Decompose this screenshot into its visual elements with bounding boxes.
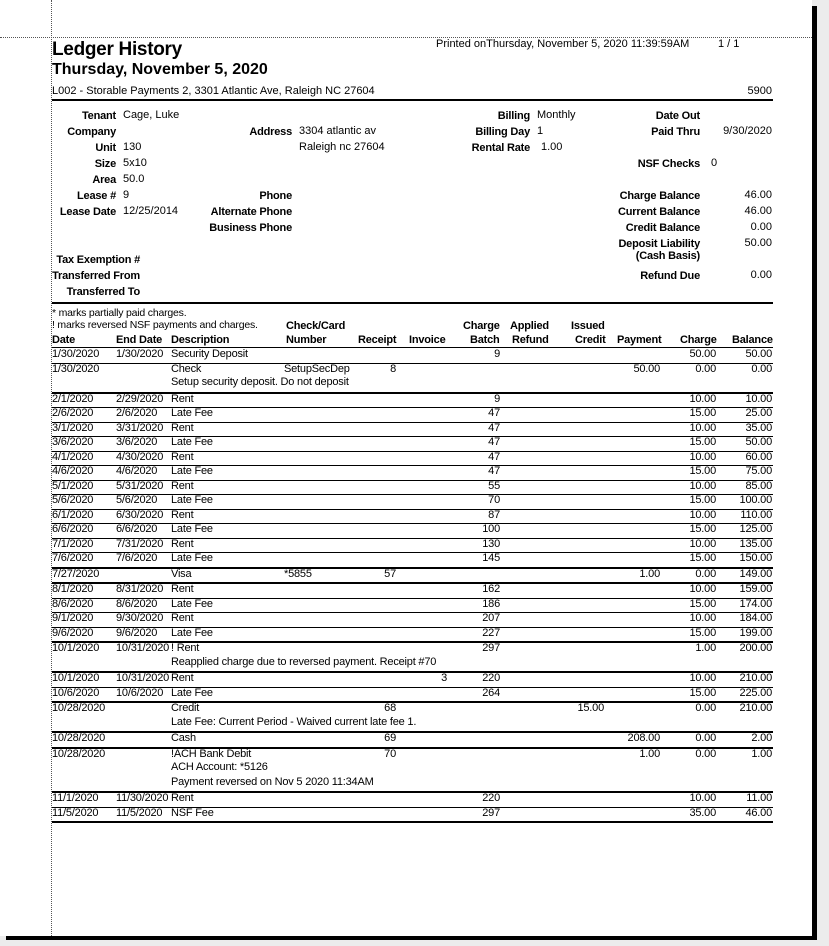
cell-charge: 10.00 <box>689 672 716 684</box>
cell-batch: 297 <box>482 806 500 819</box>
cell-description: Rent <box>171 537 194 550</box>
cell-receipt: 70 <box>384 747 396 760</box>
cell-batch: 70 <box>488 494 500 506</box>
cell-description: !ACH Bank Debit <box>171 747 252 760</box>
cell-balance: 135.00 <box>739 537 772 550</box>
cell-charge: 10.00 <box>689 479 716 492</box>
cell-note: Setup security deposit. Do not deposit <box>171 376 349 388</box>
cell-batch: 220 <box>482 672 500 684</box>
col-description: Description <box>171 334 230 346</box>
page-number: 1 / 1 <box>718 38 740 50</box>
cell-date: 3/1/2020 <box>52 421 94 434</box>
cell-payment: 50.00 <box>633 362 660 375</box>
col-date: Date <box>52 334 76 346</box>
cell-payment: 208.00 <box>627 732 660 744</box>
cell-date: 10/1/2020 <box>52 672 100 684</box>
cell-date: 7/27/2020 <box>52 567 100 580</box>
col-end-date: End Date <box>116 334 163 346</box>
cell-note: ACH Account: *5126 <box>171 761 268 773</box>
nsf-checks-label: NSF Checks <box>637 158 700 170</box>
cell-date: 5/1/2020 <box>52 479 94 492</box>
cell-date: 4/1/2020 <box>52 450 94 463</box>
cell-description: Check <box>171 362 202 375</box>
cell-description: Security Deposit <box>171 348 248 360</box>
cell-balance: 174.00 <box>739 597 772 610</box>
row-divider <box>52 821 773 823</box>
cell-end-date: 11/30/2020 <box>116 792 169 804</box>
note-reversed: ! marks reversed NSF payments and charges. <box>52 319 258 331</box>
credit-balance-label: Credit Balance <box>625 222 700 234</box>
size-value: 5x10 <box>123 157 147 169</box>
cell-date: 11/5/2020 <box>52 806 99 819</box>
cell-batch: 220 <box>482 792 500 804</box>
col-applied-top: Applied <box>510 320 549 332</box>
col-issued-top: Issued <box>571 320 605 332</box>
cell-date: 7/6/2020 <box>52 552 94 564</box>
cell-description: Rent <box>171 392 194 405</box>
report-title: Ledger History <box>52 39 182 60</box>
cell-description: Rent <box>171 508 194 521</box>
transferred-from-label: Transferred From <box>52 270 140 282</box>
cell-balance: 200.00 <box>739 642 772 654</box>
cell-description: Late Fee <box>171 686 213 699</box>
cell-charge: 0.00 <box>695 567 716 580</box>
cell-date: 1/30/2020 <box>52 348 100 360</box>
cell-batch: 9 <box>494 392 500 405</box>
address-label: Address <box>249 126 292 138</box>
cell-description: Late Fee <box>171 494 213 506</box>
cell-charge: 10.00 <box>689 421 716 434</box>
info-divider <box>52 302 773 304</box>
charge-balance-value: 46.00 <box>744 189 772 201</box>
location-code: 5900 <box>747 85 772 97</box>
cell-balance: 11.00 <box>746 792 772 804</box>
paid-thru-label: Paid Thru <box>651 126 700 138</box>
cell-balance: 210.00 <box>739 702 772 714</box>
cell-charge: 15.00 <box>689 436 716 448</box>
address-line-2: Raleigh nc 27604 <box>299 141 385 153</box>
cell-description: Credit <box>171 702 200 714</box>
cell-batch: 207 <box>482 612 500 624</box>
cell-end-date: 6/6/2020 <box>116 523 158 535</box>
cell-date: 1/30/2020 <box>52 362 100 375</box>
cell-date: 8/1/2020 <box>52 583 94 595</box>
cell-date: 11/1/2020 <box>52 792 99 804</box>
col-receipt: Receipt <box>358 334 397 346</box>
area-value: 50.0 <box>123 173 145 185</box>
cell-charge: 10.00 <box>689 537 716 550</box>
transferred-to-label: Transferred To <box>66 286 140 298</box>
cell-charge: 0.00 <box>695 362 716 375</box>
cell-balance: 25.00 <box>745 407 772 419</box>
cell-description: Rent <box>171 421 194 434</box>
credit-balance-value: 0.00 <box>750 221 772 233</box>
cell-description: Rent <box>171 612 194 624</box>
col-charge-top: Charge <box>463 320 500 332</box>
cell-description: Rent <box>171 792 194 804</box>
area-label: Area <box>92 174 116 186</box>
cell-charge: 15.00 <box>689 407 716 419</box>
deposit-liability-value: 50.00 <box>744 237 772 249</box>
cell-charge: 15.00 <box>689 494 716 506</box>
cell-number: SetupSecDep <box>284 362 350 375</box>
cell-charge: 0.00 <box>695 732 716 744</box>
cell-note: Payment reversed on Nov 5 2020 11:34AM <box>171 775 374 788</box>
cell-balance: 184.00 <box>739 612 772 624</box>
cell-charge: 15.00 <box>689 686 716 699</box>
rental-rate-label: Rental Rate <box>471 142 530 154</box>
cell-charge: 15.00 <box>689 465 716 477</box>
cell-charge: 10.00 <box>689 612 716 624</box>
page-shadow-bottom <box>6 936 817 940</box>
lease-label: Lease # <box>77 190 116 202</box>
cell-description: Late Fee <box>171 523 213 535</box>
cell-end-date: 10/31/2020 <box>116 642 170 654</box>
cell-balance: 0.00 <box>751 362 772 375</box>
cell-date: 5/6/2020 <box>52 494 94 506</box>
cell-description: Late Fee <box>171 597 213 610</box>
cell-receipt: 69 <box>384 732 396 744</box>
cell-date: 4/6/2020 <box>52 465 94 477</box>
tenant-name: Cage, Luke <box>123 109 180 121</box>
tax-exemption-label: Tax Exemption # <box>56 254 140 266</box>
lease-value: 9 <box>123 189 130 201</box>
charge-balance-label: Charge Balance <box>619 190 700 202</box>
cell-date: 2/1/2020 <box>52 392 94 405</box>
note-partial: * marks partially paid charges. <box>52 307 187 319</box>
cell-description: Late Fee <box>171 552 213 564</box>
cell-description: Late Fee <box>171 626 213 639</box>
cell-description: Visa <box>171 567 192 580</box>
cell-batch: 100 <box>482 523 500 535</box>
cell-date: 2/6/2020 <box>52 407 94 419</box>
cell-batch: 227 <box>482 626 500 639</box>
col-payment: Payment <box>617 334 662 346</box>
cell-charge: 10.00 <box>689 392 716 405</box>
company-label: Company <box>67 126 116 138</box>
cell-end-date: 3/31/2020 <box>116 421 164 434</box>
cell-description: Late Fee <box>171 465 213 477</box>
report-date: Thursday, November 5, 2020 <box>52 61 268 78</box>
cell-balance: 75.00 <box>745 465 772 477</box>
col-check-card-top: Check/Card <box>286 320 346 332</box>
cell-number: *5855 <box>284 567 312 580</box>
printed-timestamp: Printed onThursday, November 5, 2020 11:39:59AM <box>436 38 690 50</box>
cell-balance: 149.00 <box>739 567 772 580</box>
cell-end-date: 3/6/2020 <box>116 436 158 448</box>
cell-batch: 87 <box>488 508 500 521</box>
cell-batch: 47 <box>488 407 500 419</box>
cell-batch: 162 <box>482 583 500 595</box>
cell-charge: 15.00 <box>689 626 716 639</box>
cell-balance: 85.00 <box>745 479 772 492</box>
nsf-checks-value: 0 <box>711 157 718 169</box>
alternate-phone-label: Alternate Phone <box>210 206 292 218</box>
cell-balance: 50.00 <box>745 436 772 448</box>
cell-end-date: 10/31/2020 <box>116 672 170 684</box>
cell-balance: 2.00 <box>751 732 772 744</box>
cell-end-date: 1/30/2020 <box>116 348 164 360</box>
cell-batch: 47 <box>488 421 500 434</box>
col-balance: Balance <box>732 334 773 346</box>
cell-batch: 297 <box>482 642 500 654</box>
cell-receipt: 68 <box>384 702 396 714</box>
cell-payment: 1.00 <box>639 567 660 580</box>
cell-charge: 10.00 <box>689 583 716 595</box>
cell-description: NSF Fee <box>171 806 214 819</box>
cell-balance: 60.00 <box>745 450 772 463</box>
current-balance-label: Current Balance <box>618 206 700 218</box>
cell-description: Rent <box>171 672 194 684</box>
cell-charge: 50.00 <box>689 348 716 360</box>
col-invoice: Invoice <box>409 334 446 346</box>
cell-description: Rent <box>171 479 194 492</box>
cell-description: Late Fee <box>171 436 213 448</box>
cell-batch: 9 <box>494 348 500 360</box>
tenant-label: Tenant <box>81 110 116 122</box>
cell-end-date: 4/30/2020 <box>116 450 164 463</box>
cell-charge: 35.00 <box>689 806 716 819</box>
cell-description: Rent <box>171 450 194 463</box>
col-charge: Charge <box>680 334 717 346</box>
col-batch: Batch <box>470 334 500 346</box>
cell-date: 9/1/2020 <box>52 612 94 624</box>
location-line: L002 - Storable Payments 2, 3301 Atlantic Ave, Raleigh NC 27604 <box>52 85 375 97</box>
cell-balance: 199.00 <box>739 626 772 639</box>
cell-end-date: 9/30/2020 <box>116 612 164 624</box>
cell-end-date: 11/5/2020 <box>116 806 163 819</box>
cell-description: Rent <box>171 583 194 595</box>
cell-end-date: 9/6/2020 <box>116 626 158 639</box>
unit-value: 130 <box>123 141 142 153</box>
cell-date: 6/1/2020 <box>52 508 94 521</box>
cell-note: Late Fee: Current Period - Waived current late fee 1. <box>171 715 417 728</box>
billing-label: Billing <box>497 110 530 122</box>
cell-balance: 100.00 <box>739 494 772 506</box>
cell-end-date: 8/6/2020 <box>116 597 158 610</box>
cell-end-date: 6/30/2020 <box>116 508 164 521</box>
cell-batch: 264 <box>482 686 500 699</box>
cell-payment: 1.00 <box>639 747 660 760</box>
cell-charge: 10.00 <box>689 450 716 463</box>
cell-description: Late Fee <box>171 407 213 419</box>
header-divider <box>52 99 773 101</box>
page-shadow-right <box>812 6 817 940</box>
cell-note: Reapplied charge due to reversed payment. Receipt #70 <box>171 655 437 668</box>
top-margin-guide <box>0 37 812 38</box>
cell-date: 7/1/2020 <box>52 537 94 550</box>
cell-end-date: 8/31/2020 <box>116 583 164 595</box>
cell-end-date: 7/31/2020 <box>116 537 164 550</box>
cell-balance: 110.00 <box>740 508 772 521</box>
cell-date: 10/28/2020 <box>52 747 106 760</box>
refund-due-label: Refund Due <box>640 270 700 282</box>
cell-batch: 55 <box>488 479 500 492</box>
cell-description: Cash <box>171 732 196 744</box>
refund-due-value: 0.00 <box>750 269 772 281</box>
cell-batch: 47 <box>488 450 500 463</box>
cell-date: 10/1/2020 <box>52 642 100 654</box>
cash-basis-label: (Cash Basis) <box>635 250 700 262</box>
cell-end-date: 2/6/2020 <box>116 407 158 419</box>
lease-date-value: 12/25/2014 <box>123 205 179 217</box>
cell-charge: 10.00 <box>689 508 716 521</box>
business-phone-label: Business Phone <box>209 222 292 234</box>
cell-end-date: 10/6/2020 <box>116 686 164 699</box>
cell-balance: 150.00 <box>739 552 772 564</box>
cell-end-date: 7/6/2020 <box>116 552 158 564</box>
col-refund: Refund <box>512 334 549 346</box>
cell-receipt: 8 <box>390 362 396 375</box>
billing-day-value: 1 <box>537 125 544 137</box>
cell-balance: 35.00 <box>745 421 772 434</box>
cell-balance: 210.00 <box>739 672 772 684</box>
cell-receipt: 57 <box>384 567 396 580</box>
paid-thru-value: 9/30/2020 <box>723 125 772 137</box>
cell-date: 10/28/2020 <box>52 732 106 744</box>
cell-balance: 50.00 <box>745 348 772 360</box>
cell-credit: 15.00 <box>577 702 604 714</box>
cell-date: 3/6/2020 <box>52 436 94 448</box>
cell-batch: 47 <box>488 436 500 448</box>
billing-value: Monthly <box>537 109 576 121</box>
rental-rate-value: 1.00 <box>541 141 563 153</box>
billing-day-label: Billing Day <box>475 126 530 138</box>
address-line-1: 3304 atlantic av <box>299 125 377 137</box>
cell-charge: 0.00 <box>695 702 716 714</box>
phone-label: Phone <box>259 190 292 202</box>
cell-end-date: 2/29/2020 <box>116 392 164 405</box>
cell-description: ! Rent <box>171 642 200 654</box>
cell-charge: 0.00 <box>695 747 716 760</box>
cell-charge: 15.00 <box>689 552 716 564</box>
cell-date: 10/6/2020 <box>52 686 100 699</box>
current-balance-value: 46.00 <box>744 205 772 217</box>
cell-batch: 186 <box>482 597 500 610</box>
cell-invoice: 3 <box>441 672 447 684</box>
cell-date: 9/6/2020 <box>52 626 94 639</box>
col-number: Number <box>286 334 327 346</box>
cell-date: 6/6/2020 <box>52 523 94 535</box>
size-label: Size <box>94 158 116 170</box>
cell-balance: 125.00 <box>739 523 772 535</box>
unit-label: Unit <box>95 142 116 154</box>
cell-balance: 225.00 <box>739 686 772 699</box>
cell-batch: 130 <box>482 537 500 550</box>
cell-date: 8/6/2020 <box>52 597 94 610</box>
date-out-label: Date Out <box>655 110 700 122</box>
cell-charge: 10.00 <box>689 792 716 804</box>
cell-batch: 47 <box>488 465 500 477</box>
deposit-liability-label: Deposit Liability <box>618 238 700 250</box>
cell-charge: 1.00 <box>695 642 716 654</box>
cell-batch: 145 <box>482 552 500 564</box>
cell-balance: 10.00 <box>745 392 772 405</box>
cell-balance: 159.00 <box>739 583 772 595</box>
lease-date-label: Lease Date <box>59 206 116 218</box>
cell-charge: 15.00 <box>689 597 716 610</box>
cell-charge: 15.00 <box>689 523 716 535</box>
cell-end-date: 5/31/2020 <box>116 479 164 492</box>
cell-end-date: 4/6/2020 <box>116 465 158 477</box>
cell-balance: 1.00 <box>751 747 772 760</box>
cell-end-date: 5/6/2020 <box>116 494 158 506</box>
col-credit: Credit <box>575 334 606 346</box>
cell-balance: 46.00 <box>745 806 772 819</box>
cell-date: 10/28/2020 <box>52 702 106 714</box>
